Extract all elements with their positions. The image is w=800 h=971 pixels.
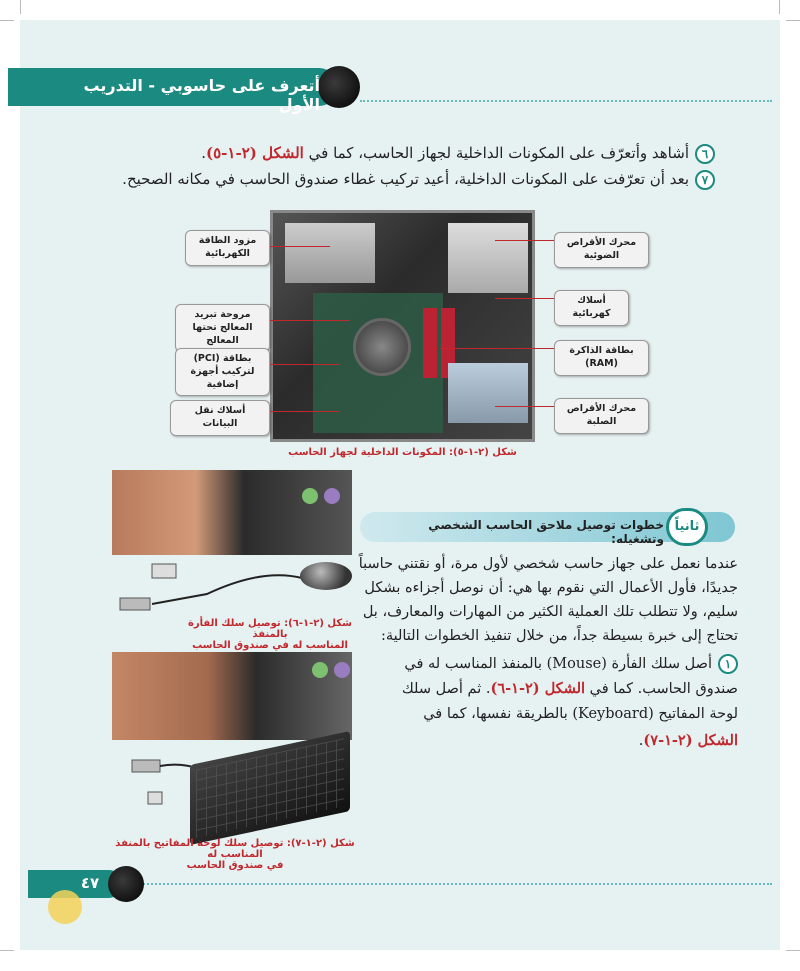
header-cap-decoration	[318, 66, 360, 108]
crop-mark	[0, 950, 14, 951]
leader-line	[495, 240, 554, 241]
computer-internals-photo	[270, 210, 535, 442]
step-text: . ثم أصل سلك	[401, 681, 491, 697]
leader-line	[270, 246, 330, 247]
page-title: أتعرف على حاسوبي - التدريب الأول	[83, 76, 320, 114]
leader-line	[270, 411, 340, 412]
leader-line	[440, 348, 554, 349]
footer-cap-decoration	[108, 866, 144, 902]
callout-power-supply: مزود الطاقة الكهربائية	[185, 230, 270, 266]
figure-reference: الشكل (٢-١-٧)	[643, 732, 738, 749]
leader-line	[495, 406, 554, 407]
paragraph-line: عندما نعمل على جهاز حاسب شخصي لأول مرة، أو نقتني حاسباً	[358, 556, 738, 572]
leader-line	[270, 320, 350, 321]
step-text: أشاهد وأتعرّف على المكونات الداخلية لجهاز الحاسب، كما في	[303, 144, 689, 162]
paragraph-line: تحتاج إلى خبرة بسيطة جداً، من خلال تنفيذ الخطوات التالية:	[380, 628, 738, 644]
callout-hard-drive: محرك الأقراص الصلبة	[554, 398, 649, 434]
port-image	[312, 662, 328, 678]
step-7	[122, 170, 715, 190]
step-6	[201, 144, 715, 164]
step-number-badge: ١	[718, 654, 738, 674]
crop-mark	[779, 0, 780, 14]
page-number: ٤٧	[80, 874, 100, 892]
crop-mark	[786, 20, 800, 21]
figure-reference: الشكل (٢-١-٦)	[490, 680, 586, 697]
port-image	[334, 662, 350, 678]
step-text: بعد أن تعرّفت على المكونات الداخلية، أعيد تركيب غطاء صندوق الحاسب في مكانه الصحيح.	[122, 170, 689, 188]
caption-line: شكل (٢-١-٦): توصيل سلك الفأرة بالمنفذ	[187, 618, 352, 640]
step-text: .	[638, 733, 644, 749]
callout-data-cables: أسلاك نقل البيانات	[170, 400, 270, 436]
paragraph-line: جديدًا، فأول الأعمال التي نقوم بها هي: أن نوصل أجزاءه بشكل	[364, 580, 738, 596]
callout-pci-card: بطاقة (PCI) لتركيب أجهزة إضافية	[175, 348, 270, 396]
leader-line	[495, 298, 554, 299]
callout-cpu-fan: مروحة تبريد المعالج تحتها المعالج	[175, 304, 270, 352]
header-divider	[360, 100, 772, 102]
step-text-end: .	[201, 144, 206, 162]
optical-drive-image	[448, 223, 528, 293]
power-supply-image	[285, 223, 375, 283]
callout-ram: بطاقة الذاكرة (RAM)	[554, 340, 649, 376]
keyboard-connection-photo	[112, 652, 352, 740]
crop-mark	[20, 0, 21, 14]
step-text: صندوق الحاسب. كما في	[585, 681, 738, 697]
step-number-badge: ٧	[695, 170, 715, 190]
section-badge: ثانياً	[666, 508, 708, 546]
hard-drive-image	[448, 363, 528, 423]
caption-line: المناسب له في صندوق الحاسب	[192, 640, 348, 651]
mouse-image	[300, 562, 352, 590]
figure-reference: الشكل (٢-١-٥)	[206, 144, 304, 162]
step-1-line	[639, 732, 738, 749]
figure-7-caption	[110, 838, 360, 871]
caption-line: شكل (٢-١-٧): توصيل سلك لوحة المفاتيح بالمنفذ المناسب له	[115, 838, 355, 860]
callout-optical-drive: محرك الأقراص الضوئية	[554, 232, 649, 268]
crop-mark	[0, 20, 14, 21]
figure-5-caption: شكل (٢-١-٥): المكونات الداخلية لجهاز الحاسب	[288, 447, 517, 458]
paragraph-line: سليم، ولا تتطلب تلك العملية الكثير من المهارات والمعارف، بل	[362, 604, 738, 620]
cpu-fan-image	[353, 318, 411, 376]
footer-divider	[140, 883, 772, 885]
step-1-line	[402, 680, 738, 697]
section-title: خطوات توصيل ملاحق الحاسب الشخصي وتشغيله:	[428, 518, 664, 546]
port-image	[302, 488, 318, 504]
caption-line: في صندوق الحاسب	[186, 860, 284, 871]
mouse-connection-photo	[112, 470, 352, 555]
step-number-badge: ٦	[695, 144, 715, 164]
port-image	[324, 488, 340, 504]
crop-mark	[786, 950, 800, 951]
ram-image	[423, 308, 437, 378]
figure-6-caption	[180, 618, 360, 651]
step-text: أصل سلك الفأرة (Mouse) بالمنفذ المناسب له في	[404, 656, 712, 672]
publisher-logo-icon	[48, 890, 82, 924]
step-1-line: لوحة المفاتيح (Keyboard) بالطريقة نفسها، كما في	[423, 706, 738, 722]
leader-line	[270, 364, 340, 365]
step-1-line	[404, 654, 738, 674]
callout-power-cables: أسلاك كهربائية	[554, 290, 629, 326]
